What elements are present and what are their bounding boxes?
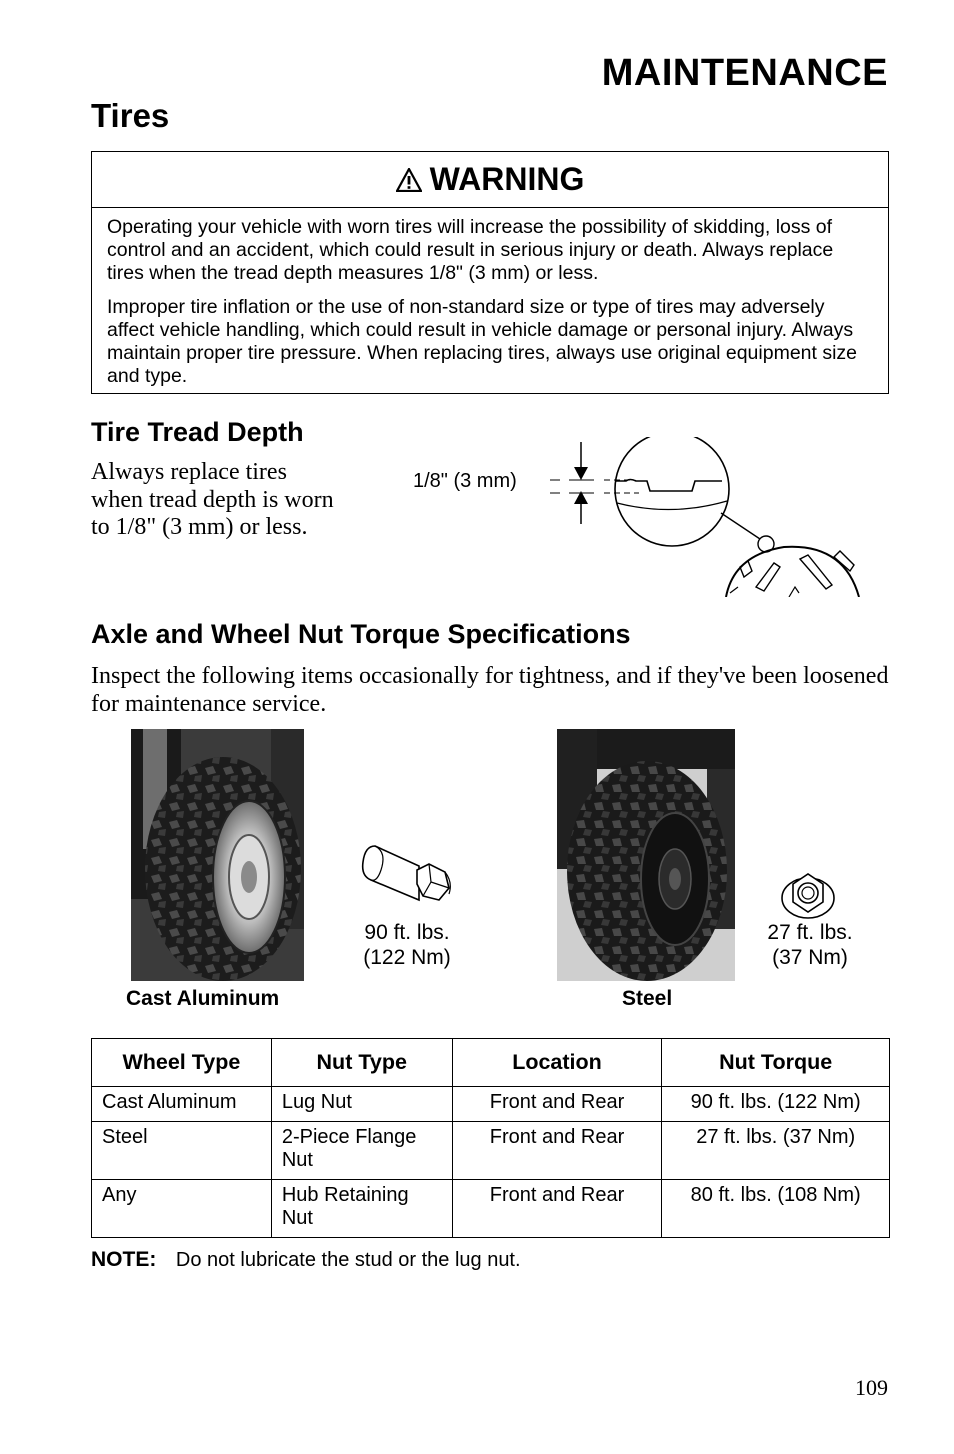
table-row xyxy=(92,1087,890,1122)
table-cell: Any xyxy=(92,1180,272,1238)
tire-tread-depth-diagram xyxy=(404,437,874,597)
table-cell: 90 ft. lbs. (122 Nm) xyxy=(662,1087,890,1122)
page-number: 109 xyxy=(855,1375,888,1400)
table-cell: 80 ft. lbs. (108 Nm) xyxy=(662,1180,890,1238)
tread-depth-text: Always replace tires when tread depth is worn to 1/8" (3 mm) or less. xyxy=(91,459,334,540)
table-cell: Hub Retaining Nut xyxy=(271,1180,452,1238)
torque-caption-line: (122 Nm) xyxy=(363,946,451,969)
cast-aluminum-caption: Cast Aluminum xyxy=(126,987,280,1010)
section-title: Tires xyxy=(91,97,170,134)
torque-caption-line: 90 ft. lbs. xyxy=(364,921,450,944)
table-cell: Lug Nut xyxy=(271,1087,452,1122)
table-row xyxy=(92,1122,890,1180)
steel-wheel-photo xyxy=(557,729,735,981)
warning-paragraph: Operating your vehicle with worn tires will increase the possibility of skidding, loss of control and an accident, which could result in serious injury or death. Always replace tires when the tread depth measures 1/8" (3 mm) or less. xyxy=(107,216,834,284)
warning-paragraph: Improper tire inflation or the use of non-standard size or type of tires may adversely affect vehicle handling, which could result in vehicle damage or personal injury. Always maintain proper tire pressure. When replacing tires, always use original equipment size and type. xyxy=(107,296,858,387)
column-header-nut-type: Nut Type xyxy=(271,1039,452,1087)
torque-spec-heading: Axle and Wheel Nut Torque Specifications xyxy=(91,619,631,649)
table-cell: Front and Rear xyxy=(452,1122,662,1180)
cast-aluminum-wheel-photo xyxy=(131,729,304,981)
flange-nut-icon xyxy=(779,868,837,920)
column-header-nut-torque: Nut Torque xyxy=(662,1039,890,1087)
lug-nut-torque-caption xyxy=(348,920,466,970)
warning-box xyxy=(91,151,889,394)
torque-caption-line: (37 Nm) xyxy=(772,946,848,969)
column-header-location: Location xyxy=(452,1039,662,1087)
tread-depth-heading: Tire Tread Depth xyxy=(91,417,304,447)
flange-nut-torque-caption xyxy=(748,920,872,970)
table-header-row xyxy=(92,1039,890,1087)
warning-header xyxy=(92,152,888,208)
warning-body xyxy=(92,208,888,388)
tread-depth-callout: 1/8" (3 mm) xyxy=(413,470,517,492)
note xyxy=(91,1248,521,1272)
column-header-wheel-type: Wheel Type xyxy=(92,1039,272,1087)
torque-spec-table xyxy=(91,1038,890,1238)
note-lead: NOTE: xyxy=(91,1248,157,1271)
lug-nut-icon xyxy=(357,840,455,918)
steel-caption: Steel xyxy=(622,987,673,1010)
table-cell: Steel xyxy=(92,1122,272,1180)
torque-spec-intro: Inspect the following items occasionally for tightness, and if they've been loosened for maintenance service. xyxy=(91,663,889,717)
warning-label: WARNING xyxy=(429,161,585,197)
table-cell: Front and Rear xyxy=(452,1180,662,1238)
table-cell: Front and Rear xyxy=(452,1087,662,1122)
chapter-title: MAINTENANCE xyxy=(601,52,888,94)
warning-triangle-icon xyxy=(396,168,422,192)
torque-caption-line: 27 ft. lbs. xyxy=(767,921,853,944)
table-cell: 2-Piece Flange Nut xyxy=(271,1122,452,1180)
note-text: Do not lubricate the stud or the lug nut. xyxy=(175,1249,521,1271)
table-cell: 27 ft. lbs. (37 Nm) xyxy=(662,1122,890,1180)
table-cell: Cast Aluminum xyxy=(92,1087,272,1122)
table-row xyxy=(92,1180,890,1238)
